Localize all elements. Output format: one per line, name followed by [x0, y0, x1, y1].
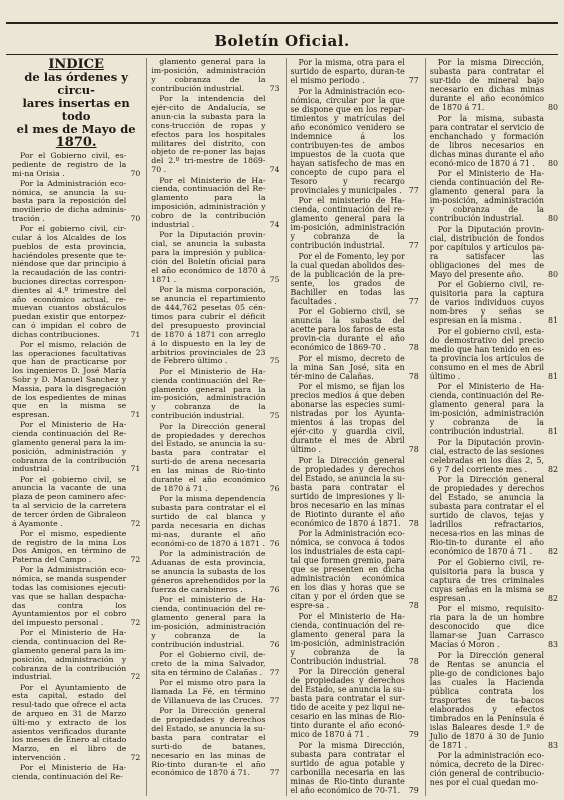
index-entry	[151, 58, 279, 94]
entry-page-number: 82	[547, 593, 558, 603]
entry-page-number: 73	[269, 83, 280, 93]
index-title: ÍNDICE	[48, 58, 104, 72]
entry-page-number: 74	[269, 165, 280, 175]
entry-page-number: 79	[408, 785, 419, 795]
entry-text: Por la Dirección general de propiedades y derechos del Estado, se anuncia la su-basta para contratar el surti-do de arena necesaria en las minas de Rio-tinto durante el año económico de 1870 á 71 .	[151, 421, 266, 493]
index-entry	[12, 684, 140, 763]
entry-text: Por el mismo, relación de las operaciones facultativas que han de practicarse por los ingenieros D. José María Sobr y D. Manuel Sanchez y Massia, para la disgregación de los espedientes de minas que en la misma se espresan.	[12, 339, 127, 420]
entry-text: Por la administración eco-nómica, decreto de la Direc-ción general de contribucio-nes por el cual quedan mo-	[429, 751, 544, 787]
entry-page-number: 80	[547, 214, 558, 223]
entry-page-number: 70	[130, 168, 141, 178]
entry-page-number: 72	[130, 518, 141, 528]
index-entry	[291, 58, 419, 85]
entry-text: Por el Ayuntamiento de esta capital, estado del resul-tado que ofrece el acta de arqueo en 31 de Marzo últi-mo y extracto de los asientos verificados durante los meses de Enero al citado Marzo, en el libro de intervención .	[12, 682, 127, 762]
index-entry	[151, 550, 279, 594]
entry-page-number: 77	[269, 768, 280, 778]
entry-text: Por la misma corporación, se anuncia el repartimiento de 444,762 pesetas 05 cén-timos para cubrir el déficit del presupuesto provincial de 1870 á 1871 con arreglo á lo dispuesto en la ley de arbitrios provinciales de 23 de Febrero último .	[151, 285, 266, 366]
index-entry	[430, 280, 558, 325]
index-entry	[12, 764, 140, 782]
entry-text: Por la Diputación provin-cial, se anuncia la subasta para la impresión y publica-ción del Boletín oficial para el año económico de 1870 á 1871 .	[151, 230, 266, 284]
entry-page-number: 78	[408, 601, 419, 610]
entry-text: Por la misma, otra para el surtido de esparto, duran-te el mismo periodo .	[290, 58, 405, 85]
entry-page-number: 82	[547, 547, 558, 556]
entry-text: Por el Gobierno civil, es-pediente de registro de la mi-na Orisia .	[12, 151, 127, 178]
index-entry	[151, 679, 279, 706]
entry-page-number: 70	[130, 213, 141, 223]
entry-page-number: 83	[547, 640, 558, 649]
index-entry	[291, 456, 419, 528]
entry-text: Por el Ministerio de Ha-cienda continuación del Re-glamento general para la im-posición, administración y cobranza de la contribución industrial.	[151, 366, 266, 421]
entry-page-number: 78	[408, 445, 419, 454]
entry-text: Por el Ministerio de Ha-cienda, continuacion del Re-glamento general para la im-posición, administración y cobranza de la contribución industrial.	[12, 628, 127, 682]
entry-page-number: 72	[130, 752, 141, 762]
entry-page-number: 72	[130, 618, 141, 628]
entry-page-number: 75	[269, 274, 280, 284]
entry-page-number: 81	[547, 316, 558, 325]
index-entry	[12, 476, 140, 529]
entry-page-number: 77	[408, 185, 419, 195]
columns	[12, 58, 558, 796]
entry-text: Por el Ministerio de Ha-cienda continuación del Re-glamento general para la im-posición, administración y cobranza de la contribución industrial .	[12, 420, 127, 474]
index-entry	[151, 231, 279, 284]
masthead-title: Boletín Oficial.	[214, 32, 350, 50]
entry-text: Por la Administración eco-nómica, circular por la que se dispone que en los repar-timientos y matrículas del año económico venidero se indemnice á los contribuyen-tes de ambos impuestos de la cuota que hayan satisfecho de mas en concepto de cupo para el Tesoro y recargo provinciales y municipales .	[290, 86, 405, 195]
entry-text: Por la Administración eco-nómica, se convoca á todos los industriales de esta capi-tal que formen gremio, para que se presenten en dicha administración económica en los dias y horas que se citan y por el órden que se espre-sa .	[290, 529, 405, 610]
index-entry	[430, 327, 558, 381]
entry-page-number: 71	[130, 329, 141, 339]
masthead-rule	[6, 54, 558, 55]
entry-text: Por el de Fomento, ley por la cual quedan abolidos des-de la publicación de la pre-sente, los grados de Bachiller en todas las facultades .	[290, 251, 405, 306]
entry-page-number: 77	[269, 667, 280, 677]
entry-page-number: 75	[269, 356, 280, 366]
index-entry	[430, 58, 558, 112]
index-entry	[430, 475, 558, 556]
index-year: 1870.	[55, 135, 97, 150]
entry-text: glamento general para la im-posición, administración y cobranza de la contribución industrial.	[151, 58, 266, 93]
entry-text: Por el mismo, requisito-ria para la de un hombre desconocido que dice llamar-se Juan Carrasco Macías ó Moron .	[429, 604, 544, 649]
entry-text: Por el Gobierno civil, se anuncia la subasta del acette para los faros de esta provin-cia durante el año económico de 1869-70 .	[290, 307, 405, 352]
entry-text: Por la Dirección general de propiedades y derechos del Estado, se anuncia la su-basta para contratar el surti-do de batanes, necesario en las minas de Rio-tinto duran-te el año económico de 1870 á 71.	[151, 706, 266, 778]
index-entry	[291, 612, 419, 666]
index-entry	[151, 423, 279, 494]
index-entry	[151, 95, 279, 175]
entry-text: Por el mismo, espediente de registro de la mina Los Dos Amigos, en término de Paterna del Campo .	[12, 528, 127, 565]
entry-text: Por la Administración eco-nómica, se manda suspender todas las comisiones ejecuti-vas que se hallan despacha-das contra los Ayuntamientos por el cobro del impuesto personal .	[12, 565, 127, 628]
entry-text: Por el ministerio de Ha-cienda, continuación del re-glamento general para la im-posición, administración y cobranza de la contribución industrial.	[290, 196, 405, 250]
entry-page-number: 77	[269, 695, 280, 705]
entry-page-number: 72	[130, 555, 141, 565]
entry-page-number: 77	[408, 241, 419, 250]
index-entry	[291, 529, 419, 610]
index-entry	[430, 558, 558, 603]
entry-page-number: 80	[547, 158, 558, 168]
entry-page-number: 78	[408, 518, 419, 528]
entry-text: Por la misma dependencia subasta para contratar el el surtido de cal blanca y parda necesaria en dichas mi-nas, durante el año económi-co de 1870 á 1871 .	[151, 494, 266, 548]
index-entry	[291, 87, 419, 195]
column-1	[12, 58, 140, 796]
index-entry	[430, 651, 558, 750]
entry-text: Por el Ministerio de Ha-cienda, continuación del Re-glamento general para la im-posición, administración y cobranza de la contribución industrial.	[429, 382, 544, 436]
entry-text: Por el mismo, se fijan los precios medios á que deben abonarse las especies sumi-nistradas por los Ayunta-mientos á las tropas del ejér-cito y guardia civil, durante el mes de Abril último .	[290, 382, 405, 454]
index-entry	[291, 196, 419, 250]
entry-page-number: 76	[269, 584, 280, 594]
index-entry	[12, 341, 140, 420]
entry-page-number: 76	[269, 639, 280, 649]
entry-text: Por la Diputación provin-cial, distribución de fondos por capítulos y artículos pa-ra satisfacer las obligaciones del mes de Mayo del presente año.	[429, 224, 544, 279]
entry-page-number: 71	[130, 464, 141, 474]
index-entry	[12, 152, 140, 178]
entry-page-number: 81	[547, 371, 558, 381]
index-heading	[12, 58, 140, 149]
entry-page-number: 78	[408, 343, 419, 352]
column-4	[425, 58, 558, 796]
entry-text: Por la misma Dirección, subasta para contratar el sur-tido de mineral bajo necesario en dichas minas durante el año económico de 1870 á 71.	[429, 58, 544, 112]
index-entry	[430, 438, 558, 474]
entry-page-number: 75	[269, 411, 280, 421]
column-3	[286, 58, 419, 796]
entry-text: Por la misma Dirección, subasta para contratar el surtido de agua potable y carbonilla necesaria en las minas de Rio-tinto durante el año económico de 70-71.	[290, 740, 405, 795]
entry-page-number: 80	[547, 269, 558, 279]
index-entry	[291, 252, 419, 306]
entry-page-number: 83	[547, 740, 558, 750]
index-entry	[151, 651, 279, 678]
index-entry	[151, 596, 279, 649]
entry-page-number: 79	[408, 730, 419, 739]
index-entry	[291, 382, 419, 454]
entry-page-number: 72	[130, 672, 141, 682]
entry-page-number: 77	[408, 76, 419, 85]
index-line-2: de las órdenes y circu-	[24, 70, 128, 97]
entry-text: Por el gobierno civil, cir-cular á los Alcaldes de los pueblos de esta provincia, haciéndoles presente que te-niéndose que dar principio á la recaudación de las contri-buciones directas correspon-dientes al 4.º trimestre del año económico actual, re-muevan cuantos obstáculos puedan existir que entorpez-can ó impidan el cobro de dichas contribuciones.	[12, 224, 127, 339]
index-entry	[12, 530, 140, 565]
entry-page-number: 74	[269, 220, 280, 230]
entry-text: Por la Diputación provin-cial, estracto de las sesiones celebradas en los días 2, 5, 6 y 7 del corriente mes .	[429, 437, 545, 474]
entry-text: Por la Dirección general de propiedades y derechos del Estado, se anuncia la su-basta para contratar el surtido de impresiones y li-bros necesario en las minas de Riotinto durante el año económico de 1870 á 1871.	[290, 455, 405, 528]
entry-page-number: 77	[408, 296, 419, 306]
entry-page-number: 82	[547, 464, 558, 474]
index-entry	[12, 225, 140, 339]
entry-text: Por el Ministerio de Ha-cienda, continuación del Re-	[12, 763, 127, 781]
entry-text: Por el Ministerio de Ha-cienda continuación del Re-glamento general para la im-posición, administración y cobranza de la contribución industrial.	[429, 169, 544, 223]
index-entry	[151, 177, 279, 230]
entry-page-number: 80	[547, 103, 558, 112]
column-2	[146, 58, 279, 796]
entry-page-number: 78	[408, 656, 419, 666]
entry-page-number: 71	[130, 410, 141, 420]
entry-page-number: 76	[269, 483, 280, 493]
index-entry	[430, 225, 558, 279]
index-line-3: lares insertas en todo	[22, 96, 130, 123]
top-rule	[6, 22, 558, 24]
entry-text: Por la Dirección general de propiedades y derechos del Estado, se anuncia la su-basta para contratar el sur-tido de aceite y pez liqui ne-cesario en las minas de Rio-tinto durante el año econó-mico de 1870 á 71 .	[290, 667, 405, 739]
index-entry	[151, 286, 279, 366]
index-entry	[12, 180, 140, 224]
index-entry	[151, 707, 279, 778]
index-entry	[12, 421, 140, 474]
entry-text: Por el gobierno civil, se anuncia la vacante de una plaza de peon caminero afec-ta al servicio de la carretera de tercer órden de Gibraleon á Ayamonte .	[12, 474, 127, 528]
entry-text: Por la Dirección general de propiedades y derechos del Estado, se anuncia la subasta para contratar el el surtido de clavos, tejas y ladrillos refractarios, necesa-rios en las minas de Rio-tin-to durante el año económico de 1870 á 71 .	[429, 475, 544, 556]
entry-page-number: 81	[547, 427, 558, 436]
index-entry	[291, 354, 419, 381]
entry-text: Por el Ministerio de Ha-cienda, continuación del Re-glamento para la imposición, administración y cobro de la contribución industrial .	[151, 175, 266, 230]
entry-text: Por el mismo otro para la llamada La Fé, en término de Villanueva de las Cruces.	[151, 678, 266, 705]
entry-text: Por el Gobierno civil, de-creto de la mina Salvador, sita en término de Calañas .	[151, 649, 266, 677]
entry-text: Por el Gobierno civil, re-quisitoria para la captura de varios individuos cuyos nom-bres y señas se espresan en la misma .	[429, 280, 544, 325]
entry-text: Por la administración de Aduanas de esta provincia, se anuncia la subasta de los géneros aprehendidos por la fuerza de carabineros .	[151, 549, 266, 594]
index-entry	[151, 368, 279, 421]
entry-page-number: 78	[408, 371, 419, 381]
index-entry	[12, 566, 140, 627]
entry-text: Por el Gobierno civil, re-quisitoria para la busca y captura de tres criminales cuyas señas en la misma se espresan .	[429, 557, 544, 603]
entry-text: Por la intendencia del ejér-cito de Andalucía, se anun-cia la subasta para la cons-trucción de ropas y efectos para los hospitales militares del distrito, con objeto de re-poner las bajas del 2.º tri-mestre de 1869-70 .	[151, 94, 266, 175]
index-entry	[430, 169, 558, 223]
index-entry	[430, 604, 558, 649]
index-entry	[12, 629, 140, 682]
entry-text: Por el Ministerio de Ha-cienda, continuación del re-glamento general para la im-posición, administración y cobranza de la Contribución industrial.	[290, 611, 405, 666]
index-entry	[291, 667, 419, 739]
index-entry	[291, 307, 419, 352]
entry-page-number: 76	[269, 538, 280, 548]
entry-text: Por la Dirección general de Rentas se anuncia el plie-go de condiciones bajo las cuales la Hacienda pública contrata los trasportes de ta-bacos elaborados y efectos timbrados en la Península é islas Baleares desde 1.º de Julio de 1870 á 30 de Junio de 1871 .	[429, 650, 544, 750]
index-entry	[151, 495, 279, 548]
index-entry	[430, 114, 558, 168]
entry-text: Por el mismo, decreto de la mina San José, sita en tér-mino de Calañas.	[290, 353, 405, 381]
index-entry	[430, 382, 558, 436]
entry-text: Por la misma, subasta para contratar el servicio de enchanchado y formación de libros necesarios en dichas minas durante el año econó-mico de 1870 á 71 .	[429, 113, 544, 168]
entry-text: Por la Administración eco-nómica, se anuncia la su-basta para la reposición del movilierio de dicha adminis-tración .	[12, 178, 127, 223]
entry-text: Por el gobierno civil, esta-do demostrativo del precio medio que han tenido en es-ta provincia los artículos de consumo en el mes de Abril último .	[429, 326, 544, 381]
index-entry	[291, 741, 419, 795]
entry-text: Por el ministerio de Ha-cienda, continuación del re-glamento general para la im-posición, administración y cobranza de la contribución industrial.	[151, 595, 266, 649]
index-line-4: el mes de Mayo de	[16, 122, 136, 136]
index-entry	[430, 751, 558, 787]
